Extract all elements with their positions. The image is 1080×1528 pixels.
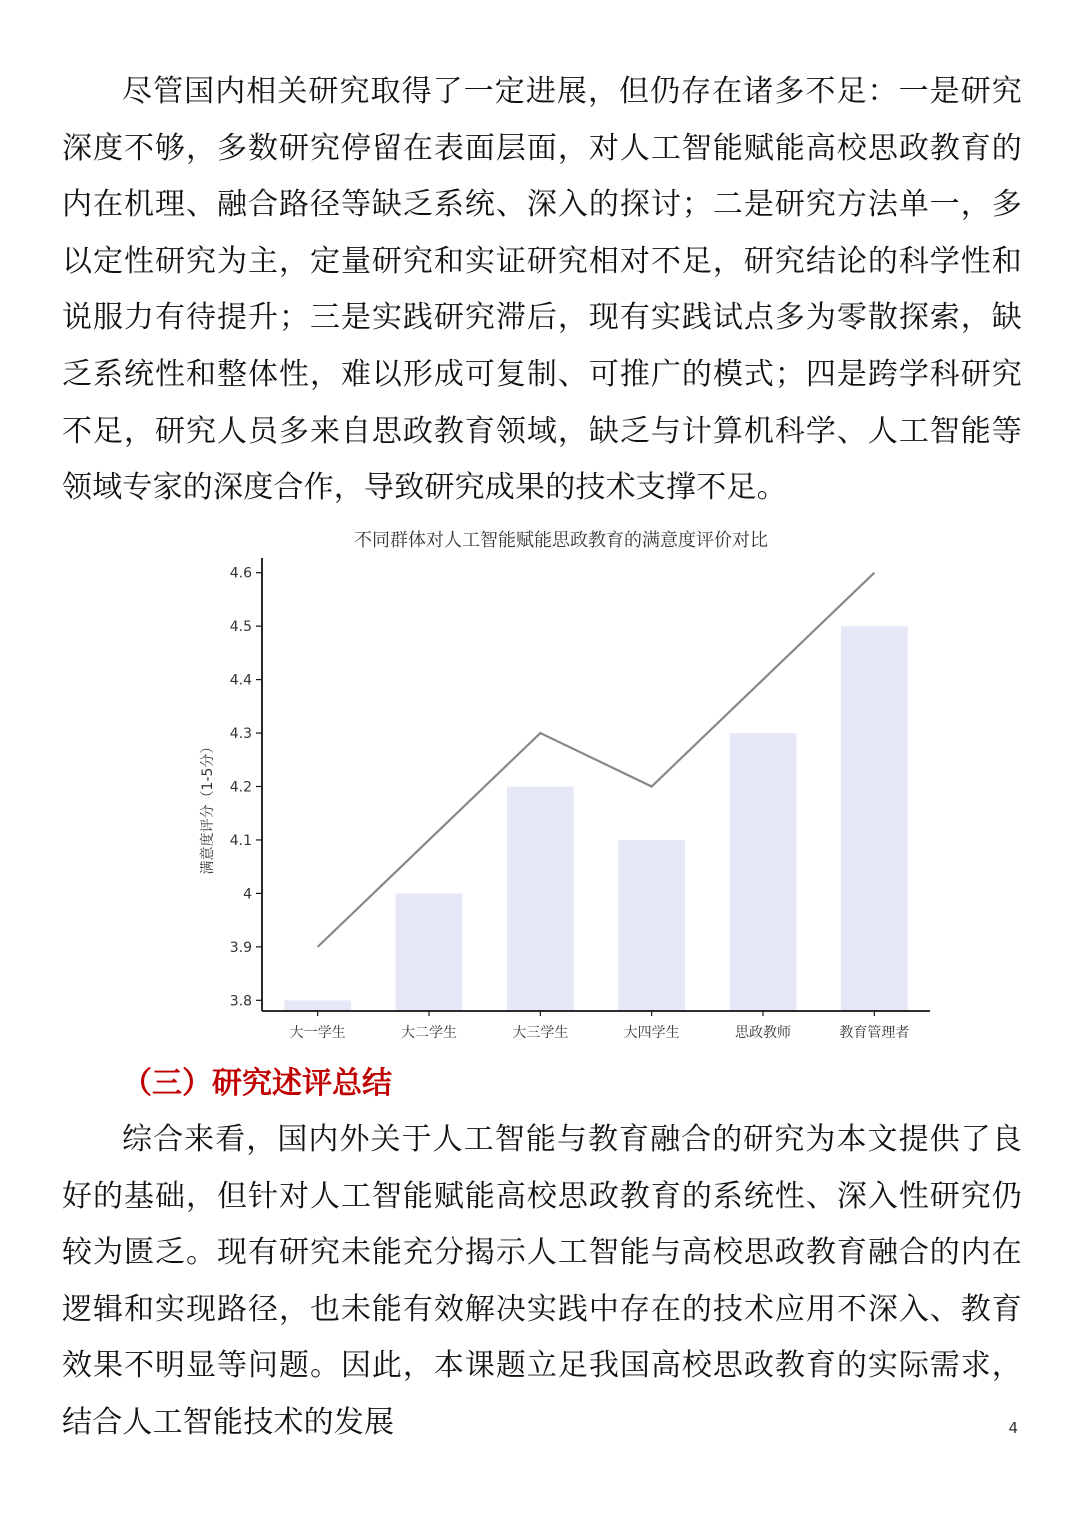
x-tick-label-5: 教育管理者 (839, 1025, 910, 1041)
bar-0 (284, 1000, 351, 1011)
y-tick-label-7: 4.5 (229, 619, 252, 636)
plot-area (230, 558, 930, 1041)
chart-title: 不同群体对人工智能赋能思政教育的满意度评价对比 (354, 530, 768, 551)
body-paragraph-2: 综合来看，国内外关于人工智能与教育融合的研究为本文提供了良好的基础，但针对人工智能赋能高校思政教育的系统性、深入性研究仍较为匮乏。现有研究未能充分揭示人工智能与高校思政教育融合的内在逻辑和实现路径，也未能有效解决实践中存在的技术应用不深入、教育效果不明显等问题。因此，本课题立足我国高校思政教育的实际需求，结合人工智能技术的发展 (62, 1122, 1022, 1440)
section-heading: （三）研究述评总结 (122, 1066, 392, 1101)
bar-5 (841, 626, 908, 1011)
y-tick-label-2: 4 (243, 886, 252, 903)
y-tick-label-5: 4.3 (229, 726, 252, 743)
bar-2 (507, 787, 574, 1012)
page-number: 4 (1008, 1419, 1018, 1437)
y-tick-label-1: 3.9 (229, 939, 252, 956)
x-tick-label-1: 大二学生 (401, 1025, 457, 1041)
bar-4 (730, 733, 797, 1011)
y-tick-label-4: 4.2 (229, 779, 252, 796)
bar-3 (618, 840, 685, 1011)
y-tick-label-3: 4.1 (229, 832, 252, 849)
y-tick-label-0: 3.8 (229, 993, 252, 1010)
satisfaction-chart (186, 520, 946, 1056)
body-paragraph-1: 尽管国内相关研究取得了一定进展，但仍存在诸多不足：一是研究深度不够，多数研究停留在表面层面，对人工智能赋能高校思政教育的内在机理、融合路径等缺乏系统、深入的探讨；二是研究方法单一，多以定性研究为主，定量研究和实证研究相对不足，研究结论的科学性和说服力有待提升；三是实践研究滞后，现有实践试点多为零散探索，缺乏系统性和整体性，难以形成可复制、可推广的模式；四是跨学科研究不足，研究人员多来自思政教育领域，缺乏与计算机科学、人工智能等领域专家的深度合作，导致研究成果的技术支撑不足。 (62, 74, 1022, 506)
x-tick-label-3: 大四学生 (623, 1025, 680, 1041)
bar-1 (396, 893, 463, 1011)
y-tick-label-8: 4.6 (229, 565, 252, 582)
x-tick-label-0: 大一学生 (289, 1025, 346, 1041)
y-axis-label: 满意度评分（1-5分） (200, 739, 216, 875)
x-tick-label-4: 思政教师 (735, 1025, 791, 1041)
x-tick-label-2: 大三学生 (512, 1025, 569, 1041)
y-tick-label-6: 4.4 (229, 672, 252, 689)
